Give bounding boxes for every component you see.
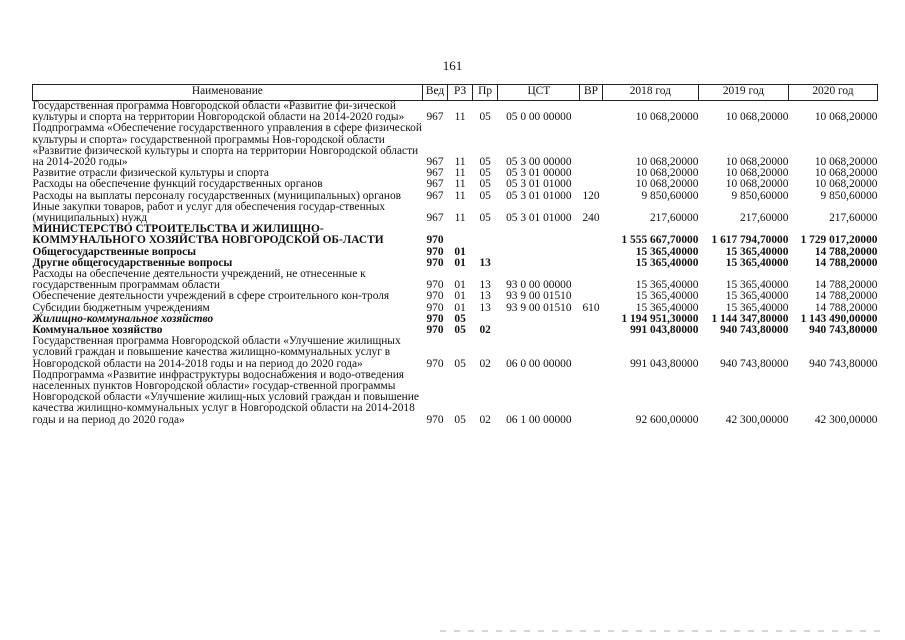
cell-2020: 14 788,20000 — [814, 256, 878, 269]
cell-ved: 970 — [426, 324, 444, 337]
cell-name: Государственная программа Новгородской области «Развитие фи-зической культуры и спорта на территории Новгородской области на 2014-2020 годы» — [32, 100, 405, 124]
cell-vr — [580, 101, 603, 124]
cell-name: Общегосударственные вопросы — [32, 245, 197, 258]
cell-2018: 217,60000 — [649, 212, 699, 225]
cell-2019: 10 068,20000 — [725, 156, 789, 169]
cell-ved: 967 — [426, 189, 444, 202]
cell-2020: 940 743,80000 — [809, 324, 878, 337]
cell-cst: 05 3 01 01000 — [506, 212, 572, 225]
cell-2020: 1 143 490,00000 — [800, 312, 878, 325]
cell-rz: 01 — [454, 256, 466, 269]
cell-2019: 9 850,60000 — [731, 189, 789, 202]
budget-table — [32, 84, 878, 426]
col-header-ved: Вед — [422, 85, 448, 101]
cell-rz: 01 — [454, 245, 466, 258]
table-row — [33, 269, 878, 291]
table-row — [33, 123, 878, 168]
col-header-vr: ВР — [580, 85, 603, 101]
cell-2018: 991 043,80000 — [630, 324, 699, 337]
cell-2020: 10 068,20000 — [814, 167, 878, 180]
cell-cst — [498, 325, 580, 336]
cell-vr — [580, 336, 603, 370]
cell-2018: 10 068,20000 — [635, 178, 699, 191]
cell-2018: 10 068,20000 — [635, 167, 699, 180]
cell-ved: 970 — [426, 234, 444, 247]
cell-pr: 05 — [479, 189, 491, 202]
table-body — [33, 101, 878, 426]
cell-ved: 970 — [426, 256, 444, 269]
cell-cst: 05 0 00 00000 — [506, 111, 572, 124]
cell-name: Развитие отрасли физической культуры и спорта — [32, 167, 269, 180]
cell-2018: 1 194 951,30000 — [621, 312, 699, 325]
cell-cst: 06 1 00 00000 — [506, 413, 572, 426]
cell-vr — [580, 123, 603, 168]
cell-pr: 05 — [479, 178, 491, 191]
cell-2020: 14 788,20000 — [814, 279, 878, 292]
cell-ved: 967 — [426, 178, 444, 191]
cell-2018: 92 600,00000 — [635, 413, 699, 426]
cell-pr: 13 — [479, 279, 491, 292]
cell-pr: 05 — [479, 156, 491, 169]
cell-2019: 10 068,20000 — [725, 111, 789, 124]
table-header — [33, 85, 878, 101]
cell-cst: 93 9 00 01510 — [506, 301, 572, 314]
cell-vr — [580, 258, 603, 269]
col-header-2020: 2020 год — [788, 85, 877, 101]
cell-ved: 970 — [426, 279, 444, 292]
cell-2020: 14 788,20000 — [814, 290, 878, 303]
cell-pr: 13 — [479, 256, 491, 269]
cell-cst: 05 3 01 01000 — [506, 189, 572, 202]
cell-2019: 217,60000 — [740, 212, 789, 225]
cell-cst — [498, 247, 580, 258]
cell-pr: 05 — [479, 212, 491, 225]
cell-2020: 1 729 017,20000 — [800, 234, 878, 247]
cell-2020: 10 068,20000 — [814, 111, 878, 124]
table-row — [33, 224, 878, 246]
cell-rz: 11 — [454, 156, 466, 169]
cell-rz: 05 — [454, 357, 466, 370]
cell-2019: 1 617 794,70000 — [711, 234, 789, 247]
col-header-2018: 2018 год — [602, 85, 698, 101]
cell-pr: 05 — [479, 111, 491, 124]
cell-ved: 970 — [426, 357, 444, 370]
cell-2020: 940 743,80000 — [809, 357, 878, 370]
cell-pr: 02 — [479, 324, 491, 337]
cell-vr — [580, 291, 603, 302]
cell-vr: 240 — [582, 212, 600, 225]
cell-vr — [580, 247, 603, 258]
cell-2020: 10 068,20000 — [814, 178, 878, 191]
cell-2019: 42 300,00000 — [725, 413, 789, 426]
cell-cst — [498, 224, 580, 246]
cell-rz: 11 — [454, 111, 466, 124]
col-header-pr: Пр — [472, 85, 498, 101]
cell-ved: 967 — [426, 212, 444, 225]
table-row — [33, 336, 878, 370]
cell-2018: 15 365,40000 — [635, 301, 699, 314]
cell-rz: 11 — [454, 189, 466, 202]
cell-rz: 05 — [454, 413, 466, 426]
cell-rz: 11 — [454, 212, 466, 225]
col-header-2019: 2019 год — [698, 85, 788, 101]
cell-cst: 05 3 01 01000 — [506, 178, 572, 191]
cell-vr — [580, 314, 603, 325]
cell-rz: 01 — [454, 301, 466, 314]
cell-2019: 10 068,20000 — [725, 167, 789, 180]
cell-vr — [580, 370, 603, 426]
cell-name: МИНИСТЕРСТВО СТРОИТЕЛЬСТВА И ЖИЛИЩНО-КОММУНАЛЬНОГО ХОЗЯЙСТВА НОВГОРОДСКОЙ ОБ-ЛАСТИ — [32, 223, 384, 247]
cell-ved: 970 — [426, 413, 444, 426]
cell-2020: 42 300,00000 — [814, 413, 878, 426]
cell-ved: 967 — [426, 111, 444, 124]
cell-2020: 9 850,60000 — [820, 189, 878, 202]
cell-pr: 13 — [479, 301, 491, 314]
cell-vr — [580, 168, 603, 179]
cell-2018: 15 365,40000 — [635, 256, 699, 269]
cell-cst: 06 0 00 00000 — [506, 357, 572, 370]
page-number: 161 — [442, 58, 463, 73]
cell-2018: 10 068,20000 — [635, 111, 699, 124]
cell-2018: 9 850,60000 — [641, 189, 699, 202]
table-row — [33, 370, 878, 426]
cell-name: Жилищно-коммунальное хозяйство — [32, 312, 214, 325]
cell-2018: 15 365,40000 — [635, 279, 699, 292]
cell-vr — [580, 269, 603, 291]
cell-2019: 15 365,40000 — [725, 279, 789, 292]
cell-cst: 93 0 00 00000 — [506, 279, 572, 292]
cell-rz: 01 — [454, 279, 466, 292]
cell-2019: 15 365,40000 — [725, 290, 789, 303]
cell-rz: 11 — [454, 178, 466, 191]
cell-pr — [472, 224, 498, 246]
table-row — [33, 202, 878, 224]
cell-vr: 120 — [582, 189, 600, 202]
cell-name: Подпрограмма «Обеспечение государственного управления в сфере физической культуры и спорта» государственной программы Нов-городской области «Развитие физической культуры и спорта на территории Новгородской области на 2014-2020 годы» — [32, 122, 422, 169]
cell-cst: 05 3 01 00000 — [506, 167, 572, 180]
cell-cst: 05 3 00 00000 — [506, 156, 572, 169]
cell-ved: 970 — [426, 301, 444, 314]
col-header-cst: ЦСТ — [498, 85, 580, 101]
cell-cst — [498, 258, 580, 269]
cell-pr: 05 — [479, 167, 491, 180]
cell-pr: 13 — [479, 290, 491, 303]
cell-cst: 93 9 00 01510 — [506, 290, 572, 303]
cell-2018: 10 068,20000 — [635, 156, 699, 169]
cell-name: Другие общегосударственные вопросы — [32, 256, 233, 269]
cell-pr: 02 — [479, 357, 491, 370]
cell-2019: 1 144 347,80000 — [711, 312, 789, 325]
cell-pr: 02 — [479, 413, 491, 426]
cell-vr — [580, 179, 603, 190]
col-header-name: Наименование — [33, 85, 423, 101]
cell-rz: 05 — [454, 324, 466, 337]
cell-2020: 14 788,20000 — [814, 301, 878, 314]
cell-2019: 15 365,40000 — [725, 245, 789, 258]
cell-rz — [448, 224, 473, 246]
cell-cst — [498, 314, 580, 325]
scan-artifact — [440, 630, 880, 632]
cell-2019: 940 743,80000 — [720, 357, 789, 370]
cell-name: Расходы на обеспечение функций государственных органов — [32, 178, 323, 191]
cell-ved: 970 — [426, 312, 444, 325]
cell-rz: 05 — [454, 312, 466, 325]
cell-name: Подпрограмма «Развитие инфраструктуры водоснабжения и водо-отведения населенных пунктов Новгородской области» государ-ственной программы Новгородской области «Улучшение жилищ-ных условий граждан и повышение качества жилищно-коммунальных услуг в Новгородской области на 2014-2018 годы и на период до 2020 года» — [32, 368, 419, 426]
cell-vr — [580, 325, 603, 336]
cell-rz: 01 — [454, 290, 466, 303]
cell-2018: 15 365,40000 — [635, 245, 699, 258]
cell-vr — [580, 224, 603, 246]
cell-2019: 15 365,40000 — [725, 301, 789, 314]
table-row — [33, 101, 878, 124]
cell-2020: 10 068,20000 — [814, 156, 878, 169]
cell-2019: 940 743,80000 — [720, 324, 789, 337]
cell-2020: 217,60000 — [829, 212, 878, 225]
cell-2018: 991 043,80000 — [630, 357, 699, 370]
cell-2019: 15 365,40000 — [725, 256, 789, 269]
cell-name: Субсидии бюджетным учреждениям — [32, 301, 210, 314]
table-row — [33, 179, 878, 190]
cell-rz: 11 — [454, 167, 466, 180]
cell-name: Расходы на обеспечение деятельности учреждений, не отнесенные к государственным программам области — [32, 268, 366, 292]
cell-2019: 10 068,20000 — [725, 178, 789, 191]
cell-name: Государственная программа Новгородской области «Улучшение жилищных условий граждан и повышение качества жилищно-коммунальных услуг в Новгородской области на 2014-2018 годы и на период до 2020 года» — [32, 335, 401, 370]
cell-name: Расходы на выплаты персоналу государственных (муниципальных) органов — [32, 189, 402, 202]
cell-2020: 14 788,20000 — [814, 245, 878, 258]
cell-vr: 610 — [582, 301, 600, 314]
cell-2018: 15 365,40000 — [635, 290, 699, 303]
cell-2018: 1 555 667,70000 — [621, 234, 699, 247]
cell-ved: 967 — [426, 167, 444, 180]
cell-ved: 970 — [426, 245, 444, 258]
cell-name: Иные закупки товаров, работ и услуг для обеспечения государ-ственных (муниципальных) нужд — [32, 200, 386, 225]
col-header-rz: РЗ — [448, 85, 473, 101]
cell-ved: 970 — [426, 290, 444, 303]
cell-ved: 967 — [426, 156, 444, 169]
table-row — [33, 291, 878, 302]
cell-name: Обеспечение деятельности учреждений в сфере строительного кон-троля — [32, 290, 390, 303]
cell-name: Коммунальное хозяйство — [32, 324, 163, 337]
